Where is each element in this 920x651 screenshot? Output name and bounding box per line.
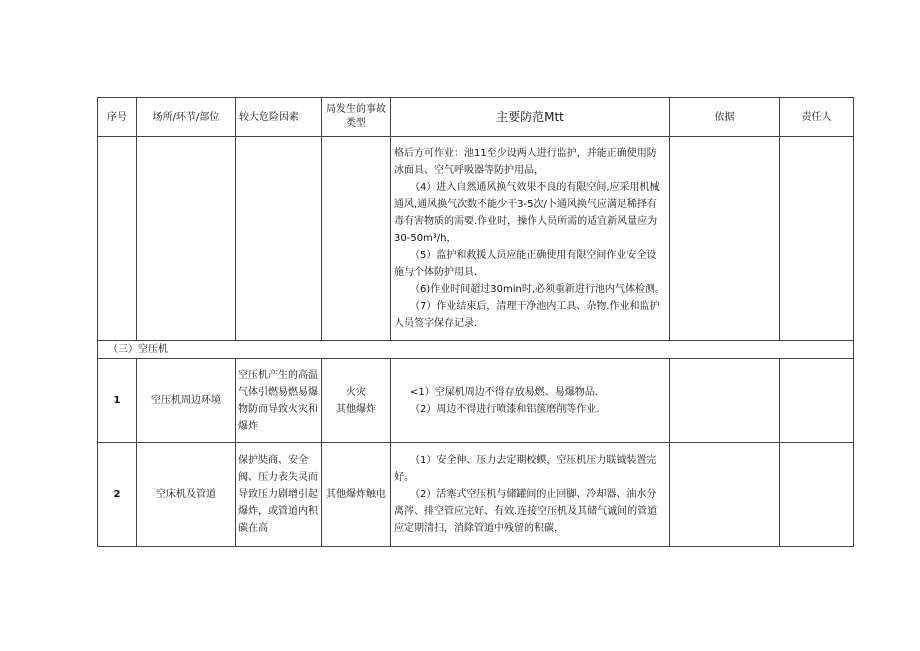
cont-measure-line: （4）进入自然通风换气效果不良的有限空间,应采用机械通风,通风换气次数不能少干3-5次/卜通风换气应满足稀择有毒有害物质的需要.作业时，操作人员所需的适宜新风量应为30-50m³/h，	[394, 182, 660, 244]
row-location: 空压机周边环境	[137, 359, 236, 443]
table-row	[98, 359, 854, 443]
row-responsible	[780, 443, 854, 547]
section-title: （三）空压机	[98, 341, 854, 359]
cont-responsible-cell	[780, 137, 854, 341]
header-seq: 序号	[98, 98, 137, 137]
row-measures	[391, 359, 670, 443]
cont-measure-line: （6)作业时间超过30min时,必须重新进行池内气体检测。	[410, 284, 666, 295]
row-accident-type	[322, 359, 391, 443]
accident-type-line: 其他爆炸	[336, 403, 376, 415]
measure-line: <1）空屎机周边不得存放易燃、易爆物品.	[410, 386, 598, 398]
row-hazard: 保护奘商、安全阀、压力表失灵而导致压力剧增引起爆炸，或管道内积碳在高	[236, 443, 322, 547]
header-accident-type: 局发生的事故类型	[322, 98, 391, 137]
header-responsible: 责任人	[780, 98, 854, 137]
section-row	[98, 341, 854, 359]
cont-accident-cell	[322, 137, 391, 341]
header-measures: 主要防范Mtt	[391, 98, 670, 137]
row-seq: 2	[98, 443, 137, 547]
header-row	[98, 98, 854, 137]
cont-measure-line: 格后方可作业：池11至少设两人进行监护，并能正确使用防冰面具、空气呼吸器等防护用品，	[394, 148, 657, 176]
header-basis: 依据	[670, 98, 780, 137]
header-location: 场所/环节/部位	[137, 98, 236, 137]
accident-type-line: 火灾	[346, 386, 366, 398]
cont-measure-line: （5）监护和救援人员应能正确使用有限空间作业安全设施与个体防护用具.	[394, 250, 657, 278]
row-hazard: 空压机产生的高温气体引燃易燃易爆物防而导致火灾和爆炸	[236, 359, 322, 443]
cont-seq-cell	[98, 137, 137, 341]
row-responsible	[780, 359, 854, 443]
cont-hazard-cell	[236, 137, 322, 341]
table-row	[98, 443, 854, 547]
cont-measure-line: （7）作业结束后，清理干净池内工具、杂物.作业和监护人员签字保存记录.	[394, 301, 660, 329]
row-measures	[391, 443, 670, 547]
row-accident-type: 其他爆炸触电	[322, 443, 391, 547]
row-location: 空床机及管道	[137, 443, 236, 547]
hazard-table	[97, 97, 854, 547]
cont-measures-cell	[391, 137, 670, 341]
header-hazard: 较大危险因素	[236, 98, 322, 137]
measure-line: （1）安全伸、压力去定期校蟆，空压机压力联钺装置完好。	[394, 455, 657, 483]
row-seq: 1	[98, 359, 137, 443]
cont-location-cell	[137, 137, 236, 341]
row-basis	[670, 359, 780, 443]
measure-line: （2）活塞式空压机与储罐间的止回脚、冷却器、油水分离涔、排空管应完好、有效.连接空压机及其储气诚间的管道应定期清扫，消除管道中残留的积碳，	[394, 489, 658, 534]
measure-line: （2）周边不得进行喷漆和铝箧磨削等作业.	[410, 403, 600, 415]
cont-basis-cell	[670, 137, 780, 341]
row-basis	[670, 443, 780, 547]
continuation-row	[98, 137, 854, 341]
